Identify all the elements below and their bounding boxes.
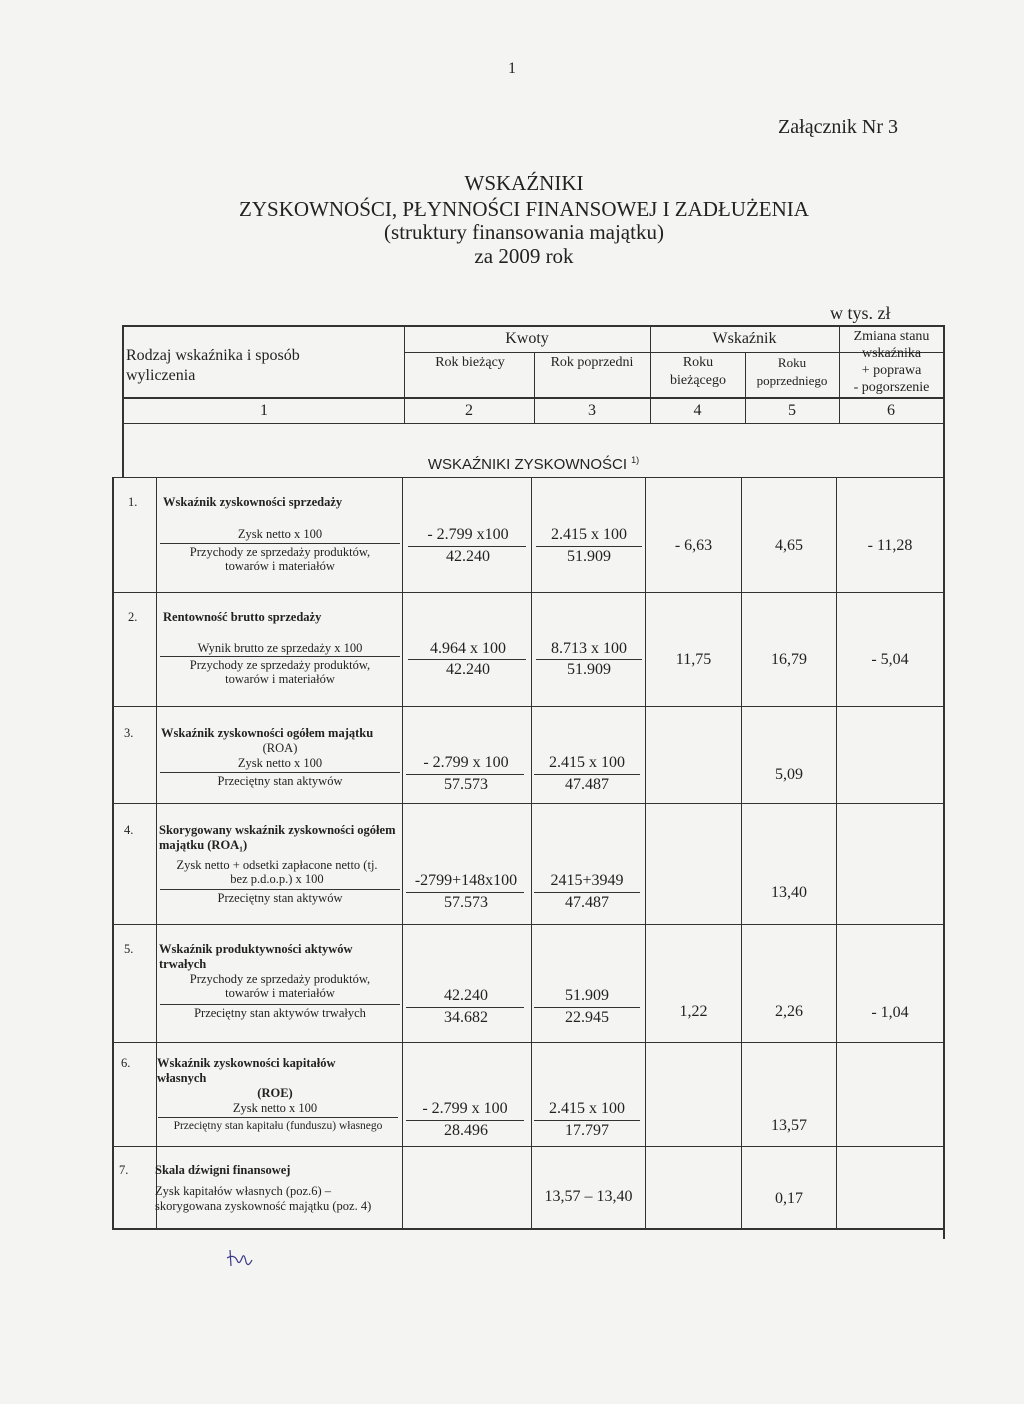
section-line [112, 477, 945, 478]
cur-numerator: - 2.799 x100 [427, 526, 509, 543]
row-name [163, 495, 342, 510]
section-footnote: 1) [631, 455, 640, 465]
row-subtitle: (ROA) [262, 741, 298, 755]
doc-title-line-2: ZYSKOWNOŚCI, PŁYNNOŚCI FINANSOWEJ I ZADŁUŻENIA [239, 197, 809, 221]
prev-numerator: 2.415 x 100 [551, 526, 627, 543]
indicator-change: - 1,04 [871, 1004, 909, 1021]
formula-denominator: Przychody ze sprzedaży produktów, towarów i materiałów [189, 658, 371, 686]
col-number-4: 4 [693, 402, 702, 419]
header-roku-biezacego: Roku bieżącego [670, 355, 726, 388]
col-number-1: 1 [260, 402, 268, 419]
prev-denominator: 47.487 [565, 776, 609, 793]
row-sep-5 [112, 1042, 945, 1043]
formula-bar [158, 1117, 398, 1118]
unit-label: w tys. zł [830, 303, 891, 323]
row-subtitle: (ROE) [257, 1086, 293, 1100]
cur-numerator: 4.964 x 100 [430, 640, 506, 657]
header-wskaznik: Wskaźnik [712, 330, 777, 347]
row-sep-2 [112, 706, 945, 707]
cur-denominator: 28.496 [444, 1122, 488, 1139]
indicator-previous: 13,57 [771, 1117, 807, 1134]
body-vline-2 [531, 477, 532, 1229]
header-zmiana-pogorszenie: - pogorszenie [853, 380, 930, 395]
formula-bar [160, 1004, 400, 1005]
prev-denominator: 51.909 [567, 661, 611, 678]
row-sep-3 [112, 803, 945, 804]
formula-numerator: Zysk netto x 100 [232, 1101, 318, 1115]
formula-denominator: Przeciętny stan kapitału (funduszu) własnego [173, 1120, 383, 1132]
indicator-previous: 0,17 [775, 1190, 803, 1207]
formula-numerator: Wynik brutto ze sprzedaży x 100 [197, 641, 363, 655]
row-number: 5. [124, 942, 134, 956]
header-rok-poprzedni: Rok poprzedni [550, 355, 634, 370]
prev-denominator: 17.797 [565, 1122, 609, 1139]
cur-denominator: 42.240 [446, 548, 490, 565]
section-title [124, 450, 943, 475]
row-name-text: Wskaźnik zyskowności ogółem majątku [161, 726, 374, 740]
indicator-change: - 11,28 [867, 537, 913, 554]
row-name [159, 942, 384, 972]
formula-bar [160, 656, 400, 657]
section-title-text: WSKAŹNIKI ZYSKOWNOŚCI [427, 456, 627, 473]
doc-title-line-1: WSKAŹNIKI [464, 171, 584, 195]
formula-numerator: Zysk netto + odsetki zapłacone netto (tj. bez p.d.o.p.) x 100 [176, 858, 378, 886]
indicator-current: - 6,63 [674, 537, 713, 554]
page-number: 1 [508, 60, 516, 77]
row-sep-6 [112, 1146, 945, 1147]
col-number-5: 5 [788, 402, 796, 419]
row-number: 1. [128, 495, 138, 509]
indicator-previous: 2,26 [775, 1003, 803, 1020]
prev-value: 13,57 – 13,40 [544, 1188, 633, 1205]
indicator-current: 11,75 [675, 651, 712, 668]
row-name [155, 1163, 395, 1178]
row-number: 6. [121, 1056, 131, 1070]
cur-denominator: 42.240 [446, 661, 490, 678]
prev-numerator: 2.415 x 100 [549, 754, 625, 771]
formula-denominator: Przychody ze sprzedaży produktów, towarów i materiałów [189, 545, 371, 573]
body-vline-3 [645, 477, 646, 1229]
header-zmiana-poprawa: + poprawa [861, 363, 922, 378]
row-name [157, 1056, 367, 1086]
row-name-text: Wskaźnik zyskowności kapitałów własnych [157, 1056, 336, 1085]
prev-numerator: 8.713 x 100 [551, 640, 627, 657]
col-number-2: 2 [465, 402, 473, 419]
formula-numerator: Zysk netto x 100 [237, 527, 323, 541]
row-number: 4. [124, 823, 134, 837]
table-border-left-lower [112, 477, 114, 1229]
prev-denominator: 47.487 [565, 894, 609, 911]
cur-numerator: - 2.799 x 100 [423, 754, 509, 771]
body-vline-5 [836, 477, 837, 1229]
cur-numerator: 42.240 [444, 987, 488, 1004]
header-zmiana-stanu: Zmiana stanu [853, 329, 930, 344]
prev-denominator: 22.945 [565, 1009, 609, 1026]
indicator-previous: 16,79 [771, 651, 807, 668]
formula-bar [160, 889, 400, 890]
formula-bar [160, 543, 400, 544]
row-name-text: Wskaźnik produktywności aktywów trwałych [159, 942, 353, 971]
formula-numerator: Przychody ze sprzedaży produktów, towarów i materiałów [189, 972, 371, 1000]
col-number-3: 3 [588, 402, 596, 419]
row-number: 2. [128, 610, 138, 624]
row-number: 3. [124, 726, 134, 740]
row-name-text: Skorygowany wskaźnik zyskowności ogółem majątku (ROA₁) [159, 823, 396, 852]
row-name [161, 726, 373, 741]
cur-numerator: -2799+148x100 [414, 872, 518, 889]
prev-denominator: 51.909 [567, 548, 611, 565]
annex-label: Załącznik Nr 3 [778, 116, 898, 138]
formula-denominator: Przeciętny stan aktywów trwałych [194, 1006, 366, 1020]
header-type-label: Rodzaj wskaźnika i sposób wyliczenia [126, 347, 300, 384]
indicator-previous: 5,09 [775, 766, 803, 783]
table-border-bottom [112, 1228, 945, 1230]
doc-title-line-4: za 2009 rok [474, 244, 574, 268]
col-number-6: 6 [887, 402, 895, 419]
prev-numerator: 2.415 x 100 [549, 1100, 625, 1117]
indicator-previous: 13,40 [771, 884, 807, 901]
header-rok-biezacy: Rok bieżący [435, 355, 505, 370]
header-zmiana-wskaznika: wskaźnika [861, 346, 922, 361]
row-name-text: Rentowność brutto sprzedaży [163, 610, 322, 624]
row-sep-4 [112, 924, 945, 925]
row-sep-1 [112, 592, 945, 593]
header-roku-poprzedniego: Roku poprzedniego [756, 355, 828, 388]
row-name-text: Wskaźnik zyskowności sprzedaży [163, 495, 343, 509]
signature-mark [226, 1244, 256, 1274]
indicator-change: - 5,04 [871, 651, 909, 668]
formula-bar [160, 772, 400, 773]
cur-numerator: - 2.799 x 100 [422, 1100, 508, 1117]
table-border-right [943, 325, 945, 1239]
formula-numerator: Zysk netto x 100 [237, 756, 323, 770]
row-name [163, 610, 321, 625]
indicator-current: 1,22 [679, 1003, 708, 1020]
cur-denominator: 34.682 [444, 1009, 488, 1026]
row-name [159, 823, 397, 853]
cur-denominator: 57.573 [444, 776, 488, 793]
body-vline-no [156, 477, 157, 1229]
indicator-previous: 4,65 [775, 537, 803, 554]
row-name-text: Skala dźwigni finansowej [155, 1163, 291, 1177]
row-number: 7. [119, 1163, 129, 1177]
row-description: Zysk kapitałów własnych (poz.6) – skorygowana zyskowność majątku (poz. 4) [155, 1184, 372, 1213]
prev-numerator: 2415+3949 [550, 872, 624, 889]
cur-denominator: 57.573 [444, 894, 488, 911]
body-vline-1 [402, 477, 403, 1229]
prev-numerator: 51.909 [565, 987, 609, 1004]
formula-denominator: Przeciętny stan aktywów [217, 774, 343, 788]
header-kwoty: Kwoty [505, 330, 549, 347]
table-border-top [122, 325, 945, 327]
formula-denominator: Przeciętny stan aktywów [217, 891, 343, 905]
doc-title-line-3: (struktury finansowania majątku) [384, 220, 664, 244]
